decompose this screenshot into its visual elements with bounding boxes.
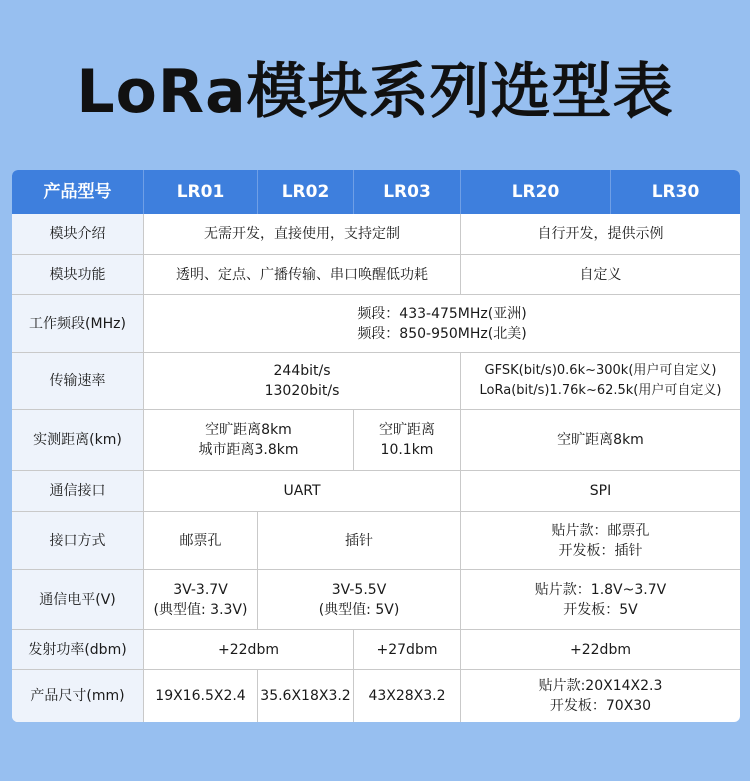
- row-label-range: 实测距离(km): [12, 410, 144, 471]
- header-lr30: LR30: [611, 170, 740, 214]
- size-lr02: 35.6X18X3.2: [258, 670, 354, 722]
- size-smd-line: 贴片款:20X14X2.3: [538, 678, 663, 694]
- mount-smd-line: 贴片款：邮票孔: [551, 522, 650, 539]
- header-lr03: LR03: [354, 170, 461, 214]
- voltage-smd-line: 贴片款：1.8V~3.7V: [534, 581, 667, 598]
- function-lr01-lr03: 透明、定点、广播传输、串口唤醒低功耗: [144, 255, 461, 295]
- intro-lr01-lr03: 无需开发，直接使用，支持定制: [144, 214, 461, 255]
- rate-a-line1: 244bit/s: [273, 363, 331, 379]
- row-label-mount: 接口方式: [12, 512, 144, 570]
- power-lr01-lr02: +22dbm: [144, 630, 354, 670]
- selection-table: [12, 170, 740, 722]
- row-label-intro: 模块介绍: [12, 214, 144, 255]
- voltage-lr02-typical: (典型值: 5V): [318, 601, 400, 618]
- mount-devboard-line: 开发板：插针: [558, 542, 643, 559]
- header-lr02: LR02: [258, 170, 354, 214]
- intro-lr20-lr30: 自行开发，提供示例: [461, 214, 740, 255]
- voltage-lr01: [144, 570, 258, 630]
- row-label-power: 发射功率(dbm): [12, 630, 144, 670]
- size-devboard-line: 开发板：70X30: [549, 698, 652, 714]
- row-label-voltage: 通信电平(V): [12, 570, 144, 630]
- rate-lora-line: LoRa(bit/s)1.76k~62.5k(用户可自定义): [479, 383, 722, 398]
- range-open-line: 空旷距离8km: [205, 422, 292, 438]
- power-lr03: +27dbm: [354, 630, 461, 670]
- rate-gfsk-line: GFSK(bit/s)0.6k~300k(用户可自定义): [484, 363, 717, 378]
- header-lr01: LR01: [144, 170, 258, 214]
- voltage-lr01-range: 3V-3.7V: [173, 581, 228, 598]
- page-title: LoRa模块系列选型表: [76, 57, 674, 127]
- mount-lr02-lr03: 插针: [258, 512, 461, 570]
- size-lr20-lr30: [461, 670, 740, 722]
- row-label-function: 模块功能: [12, 255, 144, 295]
- interface-lr20-lr30: SPI: [461, 471, 740, 512]
- power-lr20-lr30: +22dbm: [461, 630, 740, 670]
- mount-lr20-lr30: [461, 512, 740, 570]
- rate-lr20-lr30: [461, 353, 740, 410]
- row-label-interface: 通信接口: [12, 471, 144, 512]
- voltage-devboard-line: 开发板：5V: [563, 601, 638, 618]
- range-city-line: 城市距离3.8km: [198, 442, 299, 458]
- range-lr03-line2: 10.1km: [380, 442, 434, 458]
- voltage-lr01-typical: (典型值: 3.3V): [153, 601, 248, 618]
- voltage-lr02-range: 3V-5.5V: [331, 581, 387, 598]
- band-all-models: [144, 295, 740, 353]
- size-lr01: 19X16.5X2.4: [144, 670, 258, 722]
- band-line-asia: 频段：433-475MHz(亚洲): [357, 305, 527, 322]
- voltage-lr20-lr30: [461, 570, 740, 630]
- function-lr20-lr30: 自定义: [461, 255, 740, 295]
- row-label-rate: 传输速率: [12, 353, 144, 410]
- size-lr03: 43X28X3.2: [354, 670, 461, 722]
- rate-lr01-lr03: [144, 353, 461, 410]
- rate-a-line2: 13020bit/s: [264, 383, 340, 399]
- header-lr20: LR20: [461, 170, 611, 214]
- row-label-band: 工作频段(MHz): [12, 295, 144, 353]
- range-lr20-lr30: 空旷距离8km: [461, 410, 740, 471]
- range-lr03-line1: 空旷距离: [379, 422, 435, 438]
- interface-lr01-lr03: UART: [144, 471, 461, 512]
- band-line-na: 频段：850-950MHz(北美): [357, 325, 527, 342]
- range-lr03: [354, 410, 461, 471]
- mount-lr01: 邮票孔: [144, 512, 258, 570]
- header-label: 产品型号: [12, 170, 144, 214]
- range-lr01-lr02: [144, 410, 354, 471]
- voltage-lr02-lr03: [258, 570, 461, 630]
- row-label-size: 产品尺寸(mm): [12, 670, 144, 722]
